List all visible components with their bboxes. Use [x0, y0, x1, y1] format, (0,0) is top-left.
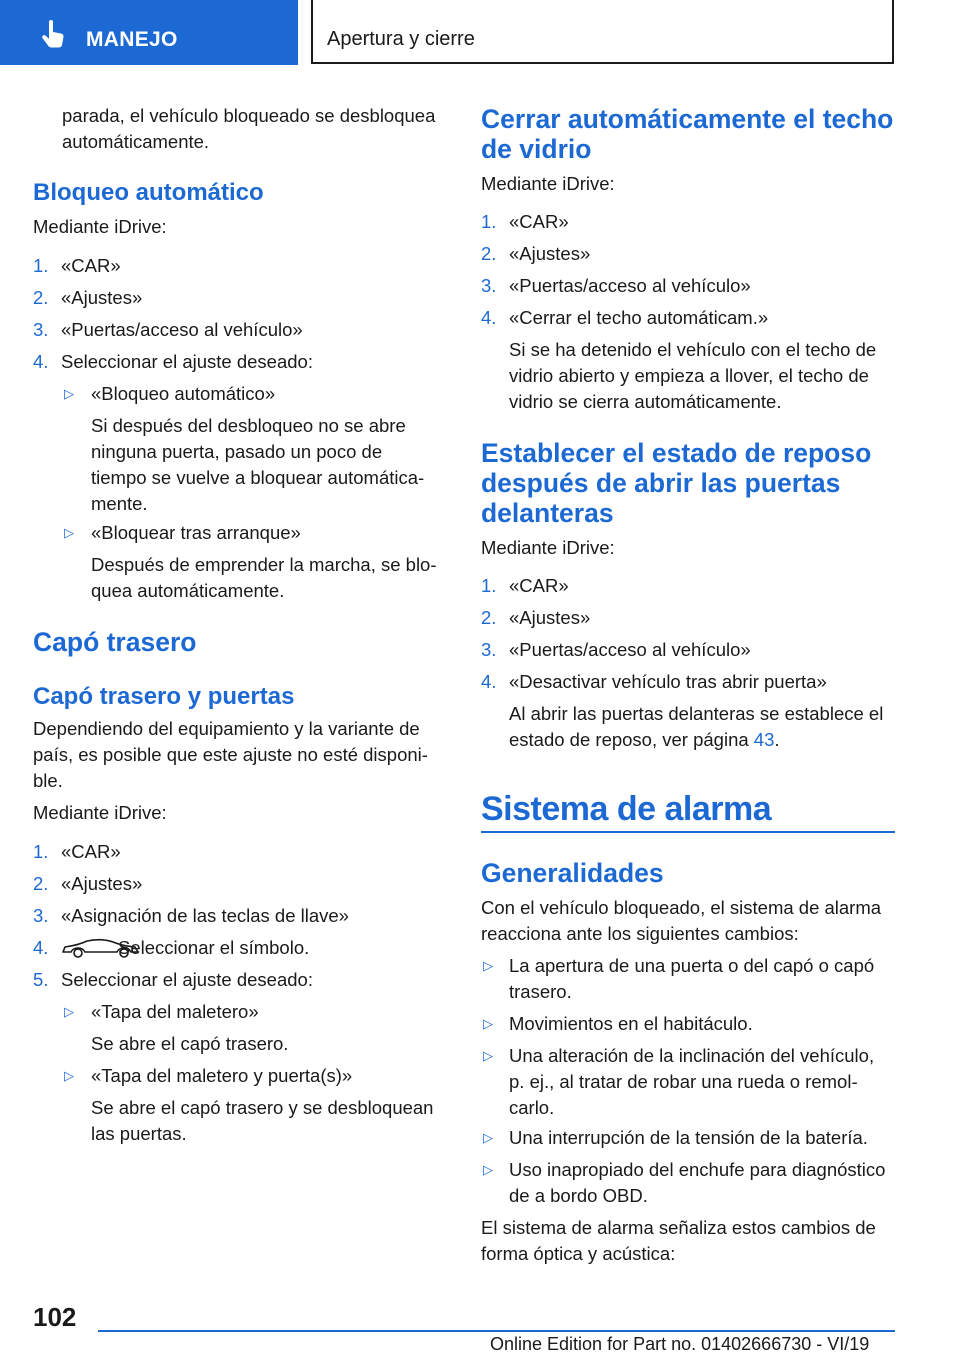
body-text: forma óptica y acústica:	[481, 1243, 676, 1264]
mediante-text: Mediante iDrive:	[481, 537, 615, 558]
body-text: Al abrir las puertas delanteras se establece el	[509, 703, 884, 724]
option-desc: ninguna puerta, pasado un poco de	[91, 441, 383, 462]
list-number: 4.	[481, 307, 497, 328]
list-item: Seleccionar el símbolo.	[118, 937, 310, 958]
mediante-text: Mediante iDrive:	[481, 173, 615, 194]
list-number: 3.	[33, 905, 49, 926]
triangle-bullet-icon: ▷	[64, 1004, 74, 1019]
bullet-text: trasero.	[509, 981, 572, 1002]
heading-capo-trasero: Capó trasero	[33, 627, 197, 657]
list-number: 3.	[33, 319, 49, 340]
body-text: Con el vehículo bloqueado, el sistema de alarma	[481, 897, 882, 918]
bullet-text: Una alteración de la inclinación del vehículo,	[509, 1045, 875, 1066]
list-item: Seleccionar el ajuste deseado:	[61, 969, 313, 990]
option-title: «Tapa del maletero y puerta(s)»	[91, 1065, 353, 1086]
body-text: Dependiendo del equipamiento y la variante de	[33, 718, 420, 739]
option-desc: Se abre el capó trasero.	[91, 1033, 289, 1054]
list-number: 4.	[33, 351, 49, 372]
list-item: «Puertas/acceso al vehículo»	[509, 639, 751, 660]
bullet-text: Movimientos en el habitáculo.	[509, 1013, 753, 1034]
heading-estado-reposo: Establecer el estado de reposo	[481, 438, 872, 468]
heading-bloqueo-automatico: Bloqueo automático	[33, 179, 264, 206]
list-item: «Cerrar el techo automáticam.»	[509, 307, 769, 328]
body-text: ble.	[33, 770, 63, 791]
list-item: «CAR»	[61, 255, 121, 276]
section-header	[311, 0, 894, 64]
body-text: vidrio se cierra automáticamente.	[509, 391, 782, 412]
list-number: 2.	[481, 607, 497, 628]
option-title: «Bloquear tras arranque»	[91, 522, 301, 543]
list-number: 4.	[33, 937, 49, 958]
list-item: «Asignación de las teclas de llave»	[61, 905, 349, 926]
heading-sistema-alarma: Sistema de alarma	[481, 790, 772, 828]
triangle-bullet-icon: ▷	[483, 1016, 493, 1031]
list-number: 1.	[481, 211, 497, 232]
page-link[interactable]: 43	[753, 729, 775, 750]
list-number: 2.	[33, 287, 49, 308]
list-number: 3.	[481, 275, 497, 296]
body-text: Si se ha detenido el vehículo con el techo de	[509, 339, 877, 360]
list-number: 2.	[481, 243, 497, 264]
list-item: «CAR»	[509, 211, 569, 232]
heading-generalidades: Generalidades	[481, 858, 664, 888]
option-desc: Después de emprender la marcha, se blo‐	[91, 554, 437, 575]
triangle-bullet-icon: ▷	[64, 525, 74, 540]
list-number: 2.	[33, 873, 49, 894]
list-number: 3.	[481, 639, 497, 660]
list-number: 5.	[33, 969, 49, 990]
option-desc: Se abre el capó trasero y se desbloquean	[91, 1097, 434, 1118]
body-text: país, es posible que este ajuste no esté disponi‐	[33, 744, 428, 765]
body-text: reacciona ante los siguientes cambios:	[481, 923, 799, 944]
list-number: 1.	[33, 841, 49, 862]
list-item: «Puertas/acceso al vehículo»	[61, 319, 303, 340]
option-desc: Si después del desbloqueo no se abre	[91, 415, 406, 436]
hand-pointer-icon	[40, 20, 66, 48]
heading-rule	[481, 831, 895, 833]
body-text	[509, 727, 780, 753]
heading-estado-reposo: delanteras	[481, 498, 614, 528]
triangle-bullet-icon: ▷	[483, 1130, 493, 1145]
triangle-bullet-icon: ▷	[64, 1068, 74, 1083]
option-desc: quea automáticamente.	[91, 580, 285, 601]
body-text: El sistema de alarma señaliza estos cambios de	[481, 1217, 876, 1238]
body-text-segment: estado de reposo, ver página	[509, 729, 754, 750]
option-desc: las puertas.	[91, 1123, 187, 1144]
option-title: «Tapa del maletero»	[91, 1001, 259, 1022]
bullet-text: Una interrupción de la tensión de la batería.	[509, 1127, 868, 1148]
heading-cerrar-techo: de vidrio	[481, 134, 592, 164]
bullet-text: de a bordo OBD.	[509, 1185, 648, 1206]
triangle-bullet-icon: ▷	[483, 1048, 493, 1063]
heading-estado-reposo: después de abrir las puertas	[481, 468, 841, 498]
triangle-bullet-icon: ▷	[64, 386, 74, 401]
list-number: 4.	[481, 671, 497, 692]
section-title: Apertura y cierre	[327, 28, 475, 50]
list-item: Seleccionar el ajuste deseado:	[61, 351, 313, 372]
chapter-label: MANEJO	[86, 28, 178, 51]
list-number: 1.	[33, 255, 49, 276]
list-number: 1.	[481, 575, 497, 596]
heading-cerrar-techo: Cerrar automáticamente el techo	[481, 104, 894, 134]
chapter-tab[interactable]	[0, 0, 298, 65]
mediante-text: Mediante iDrive:	[33, 216, 167, 237]
bullet-text: La apertura de una puerta o del capó o capó	[509, 955, 875, 976]
intro-line: automáticamente.	[62, 131, 210, 152]
footer-edition: Online Edition for Part no. 01402666730 - VI/19	[490, 1334, 870, 1354]
list-item: «CAR»	[509, 575, 569, 596]
option-title: «Bloqueo automático»	[91, 383, 276, 404]
triangle-bullet-icon: ▷	[483, 958, 493, 973]
bullet-text: p. ej., al tratar de robar una rueda o remol‐	[509, 1071, 858, 1092]
footer-rule	[98, 1330, 895, 1332]
list-item: «Ajustes»	[509, 243, 591, 264]
list-item: «Puertas/acceso al vehículo»	[509, 275, 751, 296]
list-item: «CAR»	[61, 841, 121, 862]
list-item: «Ajustes»	[509, 607, 591, 628]
option-desc: tiempo se vuelve a bloquear automática‐	[91, 467, 425, 488]
mediante-text: Mediante iDrive:	[33, 802, 167, 823]
triangle-bullet-icon: ▷	[483, 1162, 493, 1177]
list-item: «Desactivar vehículo tras abrir puerta»	[509, 671, 827, 692]
bullet-text: carlo.	[509, 1097, 555, 1118]
list-item: «Ajustes»	[61, 873, 143, 894]
option-desc: mente.	[91, 493, 148, 514]
body-text-segment: .	[774, 729, 780, 750]
bullet-text: Uso inapropiado del enchufe para diagnóstico	[509, 1159, 886, 1180]
page-number: 102	[33, 1302, 77, 1332]
list-item: «Ajustes»	[61, 287, 143, 308]
body-text: vidrio abierto y empieza a llover, el techo de	[509, 365, 869, 386]
heading-capo-puertas: Capó trasero y puertas	[33, 683, 295, 710]
intro-line: parada, el vehículo bloqueado se desbloquea	[62, 105, 436, 126]
